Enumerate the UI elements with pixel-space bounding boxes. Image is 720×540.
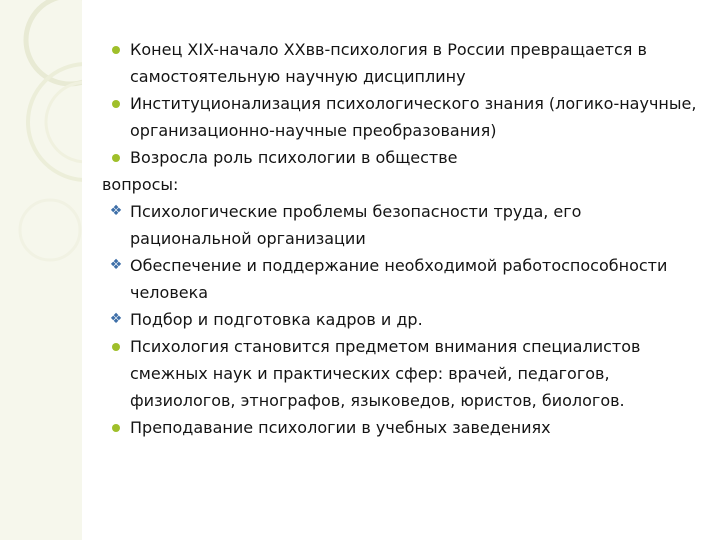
bullet-item bbox=[104, 144, 704, 171]
bullet-item bbox=[104, 198, 704, 252]
decorative-rings-graphic bbox=[0, 0, 82, 540]
bullet-text: Институционализация психологического знания (логико-научные, организационно-научные преобразования) bbox=[130, 94, 697, 140]
bullet-dot-icon bbox=[109, 90, 123, 117]
bullet-text: Преподавание психологии в учебных заведениях bbox=[130, 418, 551, 437]
bullet-item bbox=[104, 36, 704, 90]
bullet-text: Конец XIX-начало XXвв-психология в России превращается в самостоятельную научную дисциплину bbox=[130, 40, 647, 86]
section-label bbox=[102, 171, 704, 198]
bullet-item bbox=[104, 306, 704, 333]
slide-content bbox=[104, 36, 704, 441]
bullet-text: Возросла роль психологии в обществе bbox=[130, 148, 458, 167]
bullet-text: Обеспечение и поддержание необходимой работоспособности человека bbox=[130, 256, 668, 302]
decorative-side-panel bbox=[0, 0, 82, 540]
bullet-item bbox=[104, 90, 704, 144]
bullet-dot-icon bbox=[109, 144, 123, 171]
bullet-text: Психологические проблемы безопасности труда, его рациональной организации bbox=[130, 202, 582, 248]
bullet-dot-icon bbox=[109, 333, 123, 360]
bullet-dot-icon bbox=[109, 36, 123, 63]
bullet-item bbox=[104, 333, 704, 414]
bullet-text: Психология становится предметом внимания специалистов смежных наук и практических сфер: врачей, педагогов, физиологов, этнографов, языковедов, юристов, биологов. bbox=[130, 337, 641, 410]
bullet-dot-icon bbox=[109, 414, 123, 441]
section-label-text: вопросы: bbox=[102, 175, 179, 194]
bullet-item bbox=[104, 414, 704, 441]
bullet-text: Подбор и подготовка кадров и др. bbox=[130, 310, 423, 329]
bullet-item bbox=[104, 252, 704, 306]
bullet-diamond-icon: ❖ bbox=[109, 203, 123, 219]
bullet-diamond-icon: ❖ bbox=[109, 257, 123, 273]
bullet-diamond-icon: ❖ bbox=[109, 311, 123, 327]
